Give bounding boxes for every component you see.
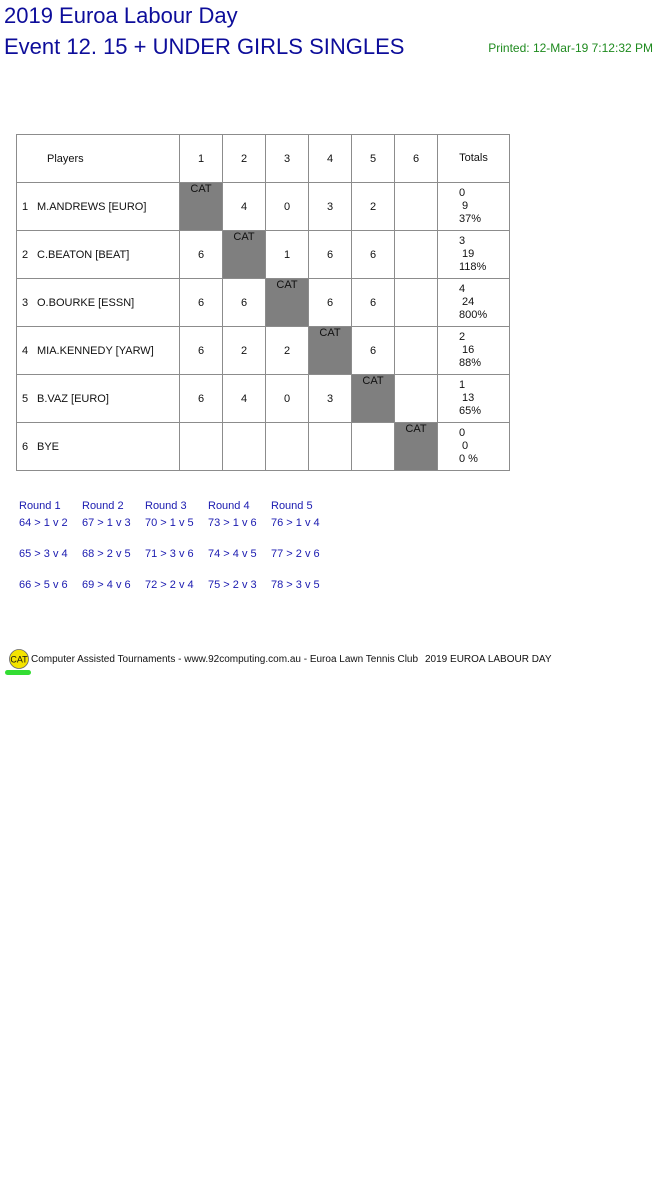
player-name: B.VAZ [EURO] xyxy=(37,392,109,405)
totals-games: 9 xyxy=(462,200,469,212)
round-column xyxy=(271,500,334,610)
score-cell: 2 xyxy=(223,327,266,375)
match-entry: 64 > 1 v 2 xyxy=(19,517,68,529)
player-row xyxy=(17,183,510,231)
logo-text: CAT xyxy=(10,654,28,665)
totals-cell xyxy=(438,183,510,231)
round-label: Round 1 xyxy=(19,500,61,512)
player-name: MIA.KENNEDY [YARW] xyxy=(37,344,154,357)
player-row xyxy=(17,423,510,471)
round-label: Round 4 xyxy=(208,500,250,512)
score-cell xyxy=(395,375,438,423)
self-match-cell: CAT xyxy=(395,423,438,471)
totals-header: Totals xyxy=(438,135,510,183)
score-cell: 6 xyxy=(180,279,223,327)
totals-wins: 0 xyxy=(459,427,466,439)
player-number: 1 xyxy=(22,200,29,213)
score-cell xyxy=(395,231,438,279)
score-cell: 6 xyxy=(180,327,223,375)
score-cell: 6 xyxy=(352,327,395,375)
totals-percent: 37% xyxy=(459,213,482,225)
totals-percent: 65% xyxy=(459,405,482,417)
header-row xyxy=(17,135,510,183)
self-match-cell: CAT xyxy=(352,375,395,423)
match-entry: 71 > 3 v 6 xyxy=(145,548,194,560)
self-match-cell: CAT xyxy=(180,183,223,231)
player-row xyxy=(17,231,510,279)
match-entry: 75 > 2 v 3 xyxy=(208,579,257,591)
score-cell xyxy=(352,423,395,471)
score-cell: 4 xyxy=(223,375,266,423)
totals-percent: 0 % xyxy=(459,453,478,465)
round-label: Round 3 xyxy=(145,500,187,512)
totals-wins: 4 xyxy=(459,283,466,295)
match-entry: 70 > 1 v 5 xyxy=(145,517,194,529)
round-column xyxy=(19,500,82,610)
player-name-cell xyxy=(17,183,180,231)
score-cell: 0 xyxy=(266,375,309,423)
page-title-line1: 2019 Euroa Labour Day xyxy=(4,3,238,28)
totals-percent: 118% xyxy=(459,261,487,273)
player-row xyxy=(17,279,510,327)
totals-cell xyxy=(438,327,510,375)
page-title-line2: Event 12. 15 + UNDER GIRLS SINGLES xyxy=(4,34,405,59)
player-name-cell xyxy=(17,327,180,375)
totals-games: 13 xyxy=(462,392,475,404)
score-cell xyxy=(395,183,438,231)
match-entry: 66 > 5 v 6 xyxy=(19,579,68,591)
totals-cell xyxy=(438,231,510,279)
footer-event: 2019 EUROA LABOUR DAY xyxy=(425,654,552,665)
totals-games: 24 xyxy=(462,296,475,308)
self-match-cell: CAT xyxy=(266,279,309,327)
score-cell: 6 xyxy=(352,279,395,327)
results-grid xyxy=(16,134,510,471)
match-entry: 69 > 4 v 6 xyxy=(82,579,131,591)
self-match-cell: CAT xyxy=(223,231,266,279)
round-label: Round 2 xyxy=(82,500,124,512)
score-cell: 2 xyxy=(352,183,395,231)
totals-cell xyxy=(438,375,510,423)
score-cell xyxy=(180,423,223,471)
player-row xyxy=(17,327,510,375)
totals-wins: 1 xyxy=(459,379,466,391)
player-number: 5 xyxy=(22,392,29,405)
score-cell: 4 xyxy=(223,183,266,231)
match-entry: 73 > 1 v 6 xyxy=(208,517,257,529)
totals-percent: 88% xyxy=(459,357,482,369)
player-number: 4 xyxy=(22,344,29,357)
player-name: C.BEATON [BEAT] xyxy=(37,248,130,261)
player-name-cell xyxy=(17,231,180,279)
round-column xyxy=(82,500,145,610)
totals-games: 16 xyxy=(462,344,475,356)
match-entry: 68 > 2 v 5 xyxy=(82,548,131,560)
col-header: 6 xyxy=(395,135,438,183)
match-entry: 77 > 2 v 6 xyxy=(271,548,320,560)
player-number: 6 xyxy=(22,440,29,453)
col-header: 5 xyxy=(352,135,395,183)
totals-wins: 2 xyxy=(459,331,466,343)
score-cell: 6 xyxy=(180,231,223,279)
score-cell: 6 xyxy=(352,231,395,279)
totals-games: 19 xyxy=(462,248,475,260)
score-cell xyxy=(223,423,266,471)
score-cell: 0 xyxy=(266,183,309,231)
score-cell: 3 xyxy=(309,183,352,231)
score-cell: 3 xyxy=(309,375,352,423)
player-name: O.BOURKE [ESSN] xyxy=(37,296,135,309)
players-header: Players xyxy=(17,135,180,183)
footer-credit: Computer Assisted Tournaments - www.92computing.com.au - Euroa Lawn Tennis Club xyxy=(31,654,419,665)
col-header: 1 xyxy=(180,135,223,183)
player-row xyxy=(17,375,510,423)
totals-cell xyxy=(438,279,510,327)
score-cell: 6 xyxy=(180,375,223,423)
score-cell xyxy=(395,279,438,327)
match-entry: 76 > 1 v 4 xyxy=(271,517,320,529)
score-cell xyxy=(395,327,438,375)
round-label: Round 5 xyxy=(271,500,313,512)
totals-wins: 0 xyxy=(459,187,466,199)
col-header: 4 xyxy=(309,135,352,183)
col-header: 2 xyxy=(223,135,266,183)
player-name: BYE xyxy=(37,440,60,453)
round-column xyxy=(145,500,208,610)
match-entry: 74 > 4 v 5 xyxy=(208,548,257,560)
player-name: M.ANDREWS [EURO] xyxy=(37,200,147,213)
player-number: 3 xyxy=(22,296,29,309)
player-number: 2 xyxy=(22,248,29,261)
totals-wins: 3 xyxy=(459,235,466,247)
logo-underline xyxy=(5,670,31,675)
score-cell: 2 xyxy=(266,327,309,375)
match-entry: 72 > 2 v 4 xyxy=(145,579,194,591)
cat-logo-icon xyxy=(5,648,31,676)
score-cell: 6 xyxy=(223,279,266,327)
score-cell xyxy=(266,423,309,471)
round-column xyxy=(208,500,271,610)
totals-percent: 800% xyxy=(459,309,488,321)
match-entry: 78 > 3 v 5 xyxy=(271,579,320,591)
player-name-cell xyxy=(17,423,180,471)
score-cell: 1 xyxy=(266,231,309,279)
score-cell xyxy=(309,423,352,471)
score-cell: 6 xyxy=(309,279,352,327)
totals-games: 0 xyxy=(462,440,469,452)
match-entry: 67 > 1 v 3 xyxy=(82,517,131,529)
col-header: 3 xyxy=(266,135,309,183)
printed-timestamp: Printed: 12-Mar-19 7:12:32 PM xyxy=(488,41,653,55)
totals-cell xyxy=(438,423,510,471)
self-match-cell: CAT xyxy=(309,327,352,375)
player-name-cell xyxy=(17,375,180,423)
player-name-cell xyxy=(17,279,180,327)
score-cell: 6 xyxy=(309,231,352,279)
match-entry: 65 > 3 v 4 xyxy=(19,548,68,560)
